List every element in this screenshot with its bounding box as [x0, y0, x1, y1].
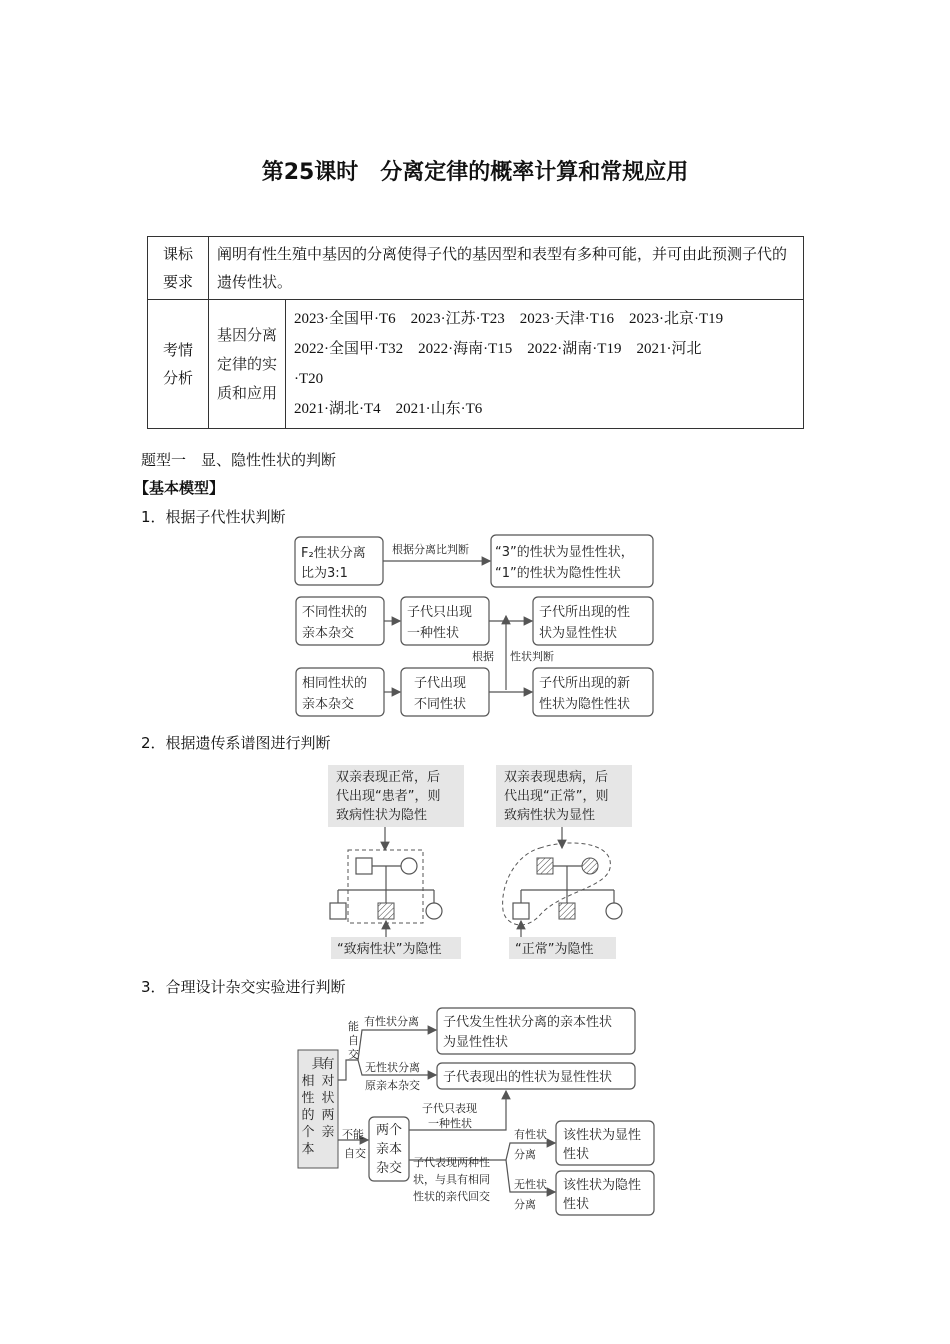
normal-son-square — [513, 903, 529, 919]
left-note-line3: 致病性状为隐性 — [336, 808, 428, 823]
mother-circle — [401, 858, 417, 874]
root-char: 具 — [311, 1057, 325, 1072]
two-parents-line: 亲本 — [375, 1142, 403, 1157]
one-trait-line2: 一种性状 — [407, 626, 460, 641]
mid-line: 定律的实 — [216, 354, 277, 373]
same-parents-line1: 相同性状的 — [302, 676, 368, 691]
f2-line2: 比为3:1 — [301, 566, 348, 581]
r1-line1: 子代发生性状分离的亲本性状 — [443, 1015, 613, 1030]
root-char: 本 — [301, 1142, 315, 1157]
diagram-offspring-traits — [295, 535, 653, 716]
daughter2-circle — [606, 903, 622, 919]
right-note-line3: 致病性状为显性 — [504, 808, 596, 823]
root-char: 个 — [301, 1125, 315, 1140]
r2-line: 子代表现出的性状为显性性状 — [443, 1070, 613, 1085]
two-parents-line: 杂交 — [375, 1161, 403, 1176]
can-self-char: 自 — [348, 1034, 359, 1047]
diff-traits-line2: 不同性状 — [414, 697, 467, 712]
two-traits-line2: 状，与具有相同 — [413, 1173, 490, 1186]
root-char: 对 — [321, 1074, 335, 1089]
right-label: “正常”为隐性 — [515, 942, 594, 957]
section-heading: 题型一 显、隐性性状的判断 — [141, 451, 337, 469]
diff-traits-line1: 子代出现 — [414, 676, 467, 691]
same-parents-line2: 亲本杂交 — [302, 697, 355, 712]
recessive-line1: 子代所出现的新 — [539, 676, 631, 691]
has-sep2-line: 有性状 — [514, 1128, 547, 1141]
label-line: 课标 — [162, 245, 193, 263]
right-note-line1: 双亲表现患病，后 — [504, 770, 609, 785]
two-traits-line1: 子代表现两种性 — [413, 1156, 490, 1169]
exam-line: 2023·全国甲·T6 2023·江苏·T23 2023·天津·T16 2023·北京·T19 — [294, 311, 724, 327]
basis-label-2: 性状判断 — [510, 650, 554, 663]
affected-son-square — [378, 903, 394, 919]
label-line: 分析 — [162, 369, 193, 387]
only-one-line1: 子代只表现 — [422, 1102, 477, 1115]
father-square — [356, 858, 372, 874]
r1-line2: 为显性性状 — [443, 1035, 509, 1050]
result-top-line1: “3”的性状为显性性状， — [495, 545, 634, 560]
basis-label: 根据 — [472, 650, 494, 663]
affected-father-square — [537, 858, 553, 874]
r4-line2: 性状 — [563, 1197, 590, 1212]
subheading-3: 3．合理设计杂交实验进行判断 — [141, 978, 346, 996]
recessive-line2: 性状为隐性性状 — [539, 697, 631, 712]
subheading-2: 2．根据遗传系谱图进行判断 — [141, 734, 331, 752]
left-label: “致病性状”为隐性 — [337, 942, 442, 957]
son-square — [330, 903, 346, 919]
f2-line1: F₂性状分离 — [301, 546, 366, 561]
can-self-char: 交 — [348, 1048, 359, 1061]
affected-son2-square — [559, 903, 575, 919]
label-line: 考情 — [162, 341, 193, 359]
two-parents-line: 两个 — [375, 1123, 403, 1138]
exam-line: 2022·全国甲·T32 2022·海南·T15 2022·湖南·T19 2021·河北 — [294, 341, 702, 357]
subheading-1: 1．根据子代性状判断 — [141, 508, 286, 526]
exam-line: 2021·湖北·T4 2021·山东·T6 — [294, 401, 483, 417]
no-sep2-line: 无性状 — [514, 1178, 547, 1191]
right-note-line2: 代出现“正常”，则 — [504, 789, 609, 804]
basic-model-heading: 【基本模型】 — [134, 479, 225, 497]
label-line: 要求 — [162, 273, 193, 291]
root-char: 亲 — [321, 1125, 335, 1140]
cannot-self-line: 不能 — [342, 1128, 364, 1141]
two-traits-line3: 性状的亲代回交 — [413, 1190, 490, 1203]
page-title: 第25课时 分离定律的概率计算和常规应用 — [261, 160, 689, 185]
mid-line: 基因分离 — [216, 325, 277, 344]
left-note-line1: 双亲表现正常，后 — [336, 770, 441, 785]
diff-parents-line1: 不同性状的 — [302, 605, 368, 620]
daughter-circle — [426, 903, 442, 919]
only-one-line2: 一种性状 — [428, 1117, 472, 1130]
root-char: 有 — [321, 1057, 335, 1072]
mid-line: 质和应用 — [216, 383, 277, 402]
cross-orig-label: 原亲本杂交 — [365, 1079, 420, 1092]
affected-mother-circle — [582, 858, 598, 874]
r4-line1: 该性状为隐性 — [563, 1178, 642, 1193]
result-top-line2: “1”的性状为隐性性状 — [495, 566, 621, 581]
has-sep-label: 有性状分离 — [364, 1015, 419, 1028]
root-char: 性 — [301, 1091, 315, 1106]
root-char: 相 — [301, 1074, 315, 1089]
left-note-line2: 代出现“患者”，则 — [336, 789, 441, 804]
diagram-cross-design — [298, 1008, 654, 1215]
exam-line: ·T20 — [294, 371, 324, 387]
has-sep2-line: 分离 — [514, 1148, 536, 1161]
root-char: 两 — [321, 1108, 335, 1123]
dominant-line2: 状为显性性状 — [539, 626, 618, 641]
root-char: 状 — [321, 1091, 335, 1106]
no-sep-label: 无性状分离 — [365, 1061, 420, 1074]
diagram-pedigree — [328, 765, 632, 959]
cannot-self-line: 自交 — [344, 1147, 366, 1160]
r3-line1: 该性状为显性 — [563, 1128, 642, 1143]
diff-parents-line2: 亲本杂交 — [302, 626, 355, 641]
no-sep2-line: 分离 — [514, 1198, 536, 1211]
one-trait-line1: 子代只出现 — [407, 605, 473, 620]
dominant-line1: 子代所出现的性 — [539, 605, 631, 620]
can-self-char: 能 — [348, 1020, 359, 1033]
root-char: 的 — [301, 1108, 315, 1123]
r3-line2: 性状 — [563, 1147, 590, 1162]
arrow-label: 根据分离比判断 — [392, 543, 469, 556]
row1-text: 阐明有性生殖中基因的分离使得子代的基因型和表型有多种可能，并可由此预测子代的遗传性状。 — [209, 237, 804, 300]
